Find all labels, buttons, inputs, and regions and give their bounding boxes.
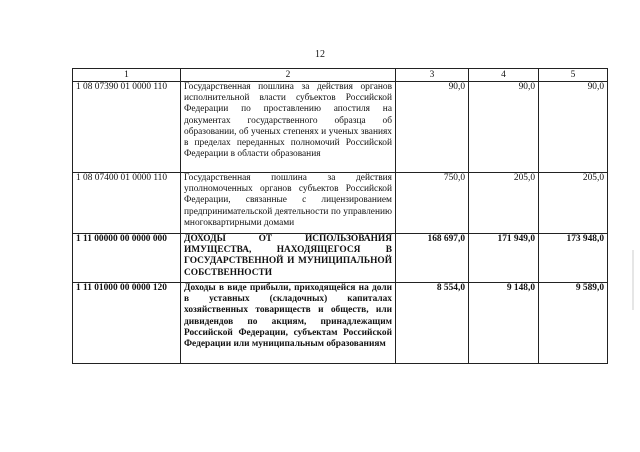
amount-col5: 9 589,0 xyxy=(539,283,608,364)
table-row xyxy=(73,234,608,283)
table-row xyxy=(73,283,608,364)
budget-code: 1 08 07390 01 0000 110 xyxy=(73,82,181,173)
budget-code: 1 08 07400 01 0000 110 xyxy=(73,173,181,234)
budget-code: 1 11 01000 00 0000 120 xyxy=(73,283,181,364)
column-number: 1 xyxy=(73,69,181,82)
amount-col4: 9 148,0 xyxy=(469,283,539,364)
amount-col3: 168 697,0 xyxy=(396,234,469,283)
column-number: 4 xyxy=(469,69,539,82)
amount-col4: 171 949,0 xyxy=(469,234,539,283)
column-number-row xyxy=(73,69,608,82)
page-number: 12 xyxy=(315,49,325,60)
column-number: 3 xyxy=(396,69,469,82)
revenue-description: Государственная пошлина за действия уполномоченных органов субъектов Российской Федерации, связанные с лицензированием предпринимательской деятельности по управлению многоквартирными домами xyxy=(181,173,396,234)
amount-col5: 90,0 xyxy=(539,82,608,173)
amount-col4: 90,0 xyxy=(469,82,539,173)
revenue-description: Доходы в виде прибыли, приходящейся на доли в уставных (складочных) капиталах хозяйственных товариществ и обществ, или дивидендов по акциям, принадлежащим Российской Федерации, субъектам Российской Федерации или муниципальным образованиям xyxy=(181,283,396,364)
revenue-description: Государственная пошлина за действия органов исполнительной власти субъектов Российской Федерации по проставлению апостиля на документах государственного образца об образовании, об ученых степенях и ученых званиях в пределах переданных полномочий Российской Федерации в области образования xyxy=(181,82,396,173)
amount-col5: 205,0 xyxy=(539,173,608,234)
column-number: 5 xyxy=(539,69,608,82)
table-row xyxy=(73,173,608,234)
amount-col3: 8 554,0 xyxy=(396,283,469,364)
column-number: 2 xyxy=(181,69,396,82)
amount-col3: 90,0 xyxy=(396,82,469,173)
budget-code: 1 11 00000 00 0000 000 xyxy=(73,234,181,283)
revenue-description: ДОХОДЫ ОТ ИСПОЛЬЗОВАНИЯ ИМУЩЕСТВА, НАХОДЯЩЕГОСЯ В ГОСУДАРСТВЕННОЙ И МУНИЦИПАЛЬНОЙ СОБСТВЕННОСТИ xyxy=(181,234,396,283)
scan-edge-artifact xyxy=(632,250,634,310)
revenue-table xyxy=(72,68,608,364)
table-row xyxy=(73,82,608,173)
amount-col4: 205,0 xyxy=(469,173,539,234)
amount-col3: 750,0 xyxy=(396,173,469,234)
amount-col5: 173 948,0 xyxy=(539,234,608,283)
